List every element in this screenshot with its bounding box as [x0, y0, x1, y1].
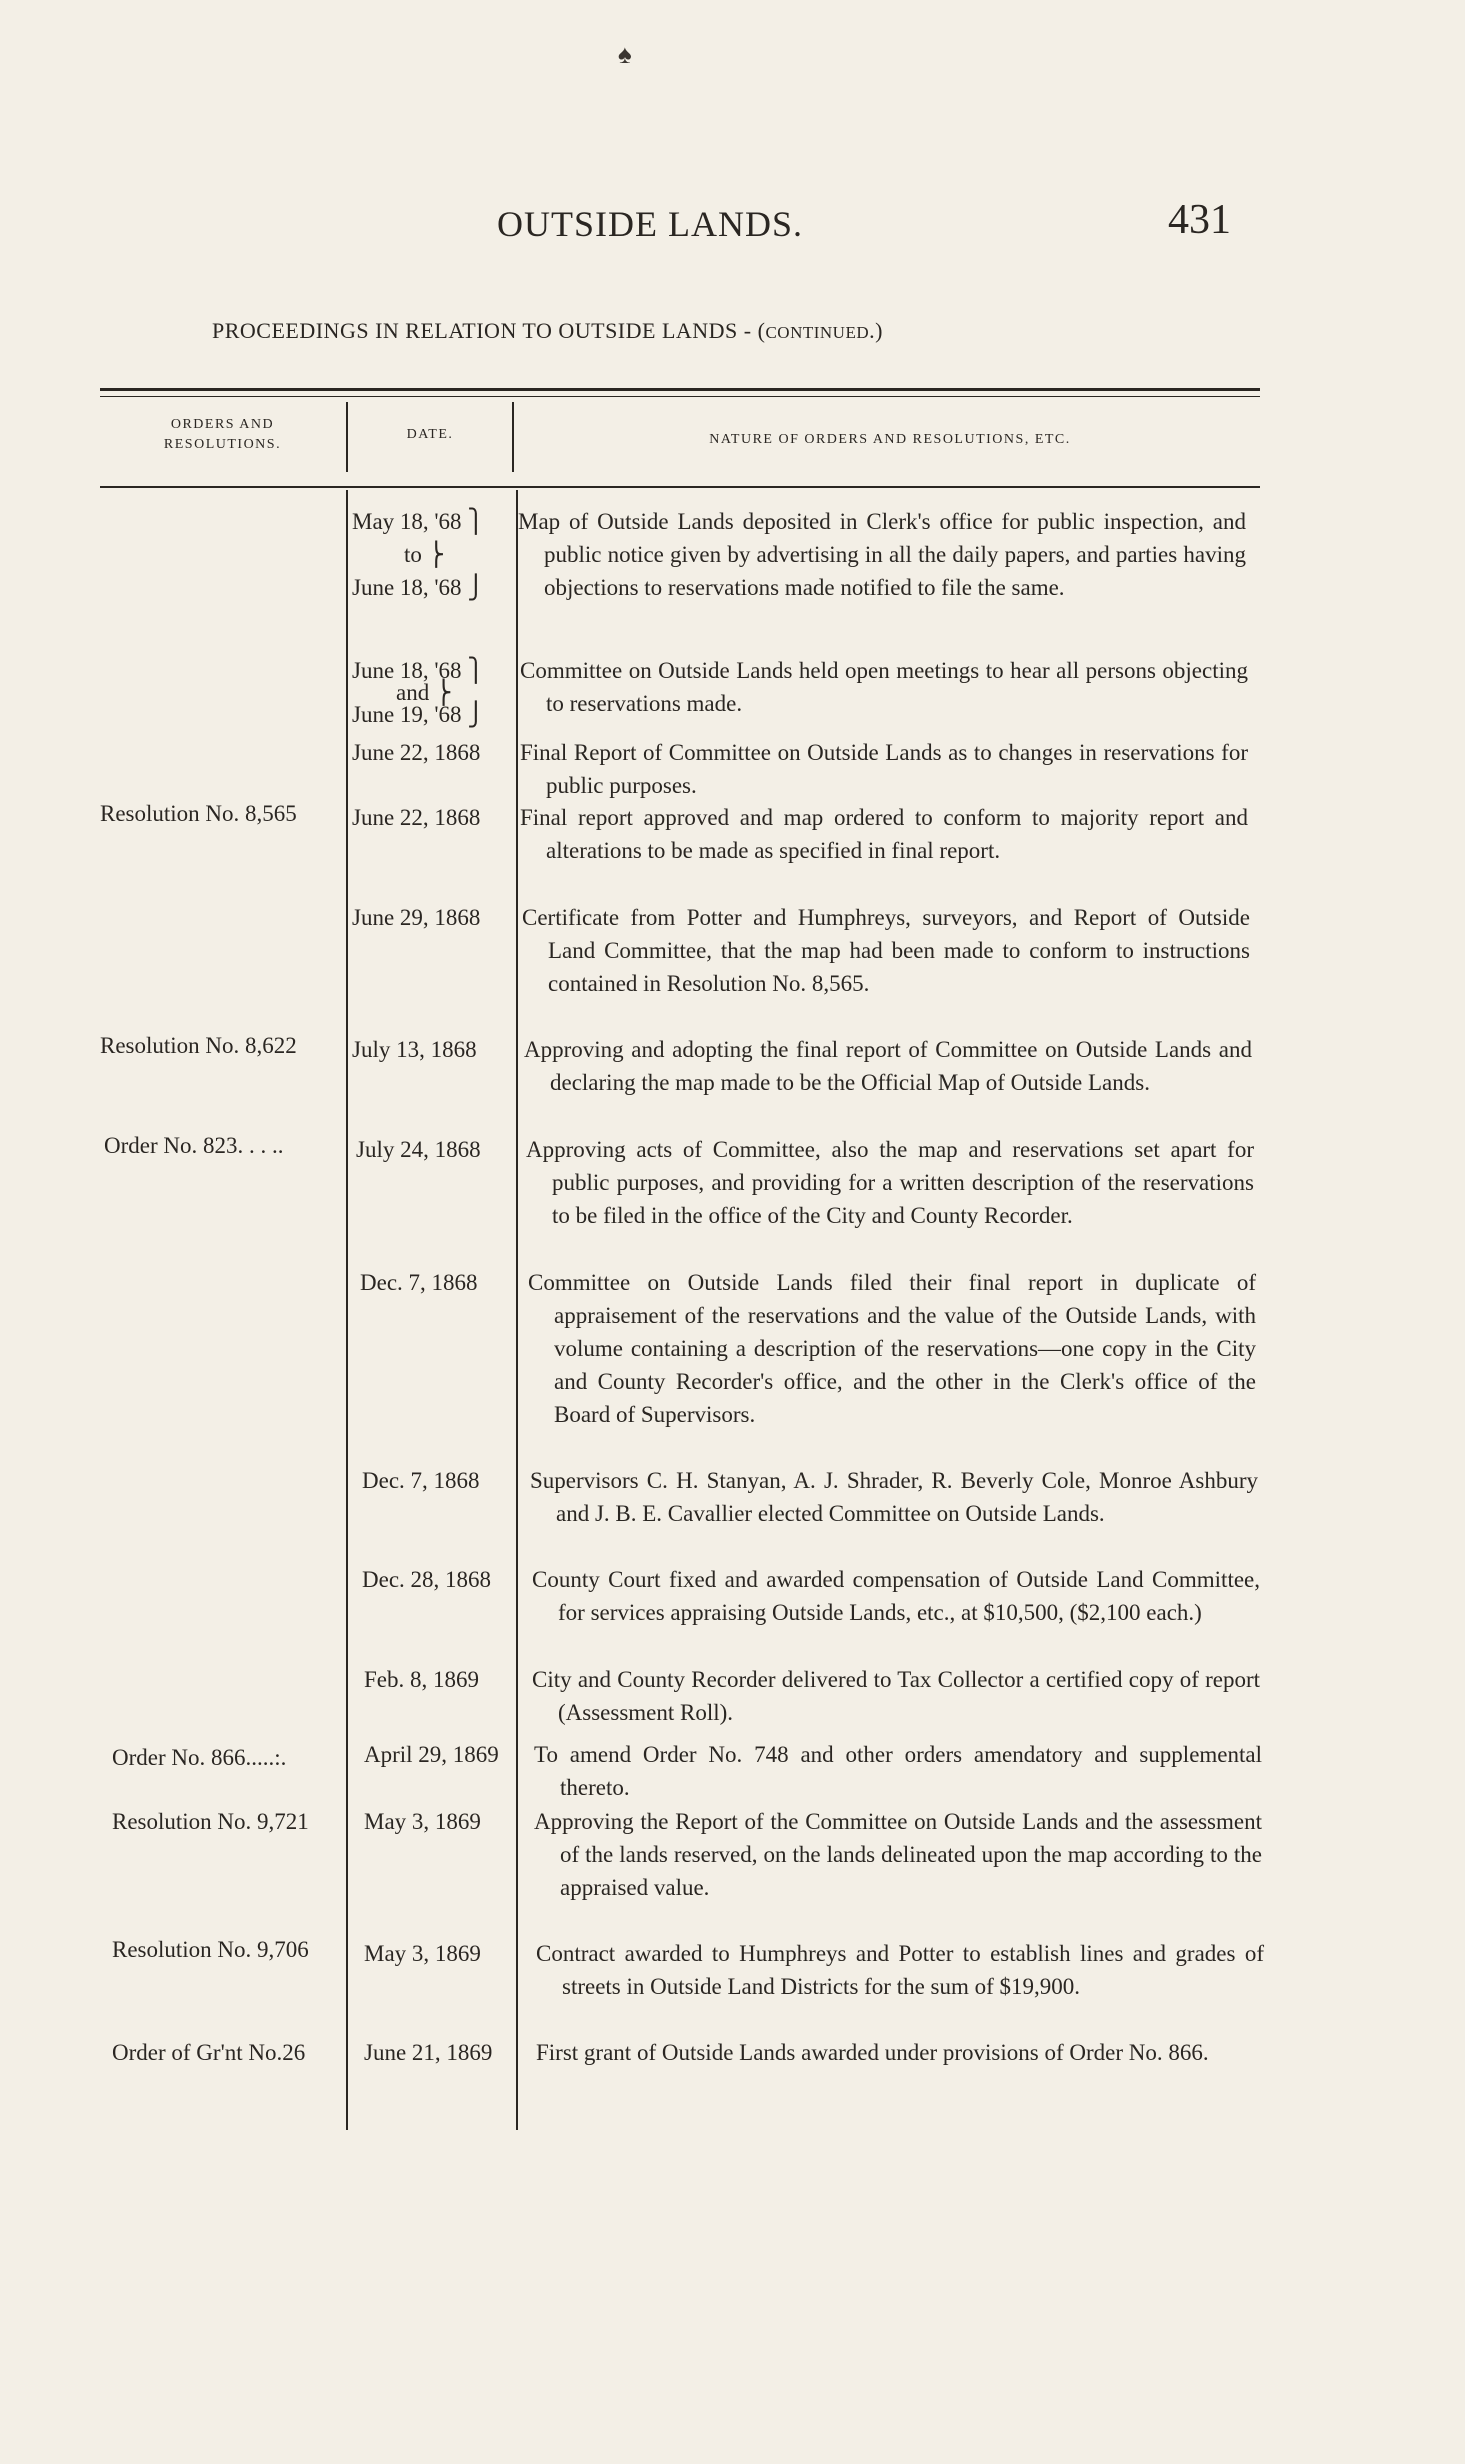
date-line: June 29, 1868 [352, 905, 481, 930]
row-order: Resolution No. 8,565 [100, 801, 297, 826]
section-title-main: PROCEEDINGS IN RELATION TO OUTSIDE LANDS - ( [212, 318, 766, 343]
section-title-continued: CONTINUED [765, 323, 870, 342]
row-date [352, 660, 485, 726]
row-date [364, 1805, 481, 1838]
printer-mark: ♠ [618, 40, 632, 69]
row-date [352, 801, 480, 834]
date-line: Dec. 7, 1868 [362, 1468, 480, 1493]
section-title [212, 318, 883, 344]
date-line: Dec. 28, 1868 [362, 1567, 492, 1592]
row-description: Final report approved and map ordered to conform to majority report and alterations to be made as specified in final report. [520, 805, 1248, 863]
date-line: June 21, 1869 [364, 2040, 493, 2065]
date-line: April 29, 1869 [364, 1742, 499, 1767]
date-line: July 24, 1868 [356, 1137, 481, 1162]
row-date [352, 1033, 477, 1066]
row-order: Order of Gr'nt No.26 [112, 2040, 306, 2065]
row-date [364, 1738, 499, 1771]
header-bottom-rule [100, 486, 1260, 488]
row-description: Committee on Outside Lands held open meetings to hear all persons objecting to reservations made. [520, 658, 1248, 716]
date-line: June 22, 1868 [352, 740, 481, 765]
header-divider-left [346, 402, 348, 472]
row-description: City and County Recorder delivered to Tax Collector a certified copy of report (Assessment Roll). [532, 1667, 1260, 1725]
column-divider-left [346, 490, 348, 2130]
row-date [364, 1663, 479, 1696]
column-header-date: DATE. [406, 427, 454, 442]
date-line: May 3, 1869 [364, 1941, 481, 1966]
row-description: Contract awarded to Humphreys and Potter to establish lines and grades of streets in Outside Land Districts for the sum of $19,900. [536, 1941, 1264, 1999]
date-line: and ⎬ [396, 680, 453, 705]
row-description: Approving the Report of the Committee on Outside Lands and the assessment of the lands reserved, on the lands delineated upon the map according to the appraised value. [534, 1809, 1262, 1900]
row-date [362, 1464, 480, 1497]
date-line: Dec. 7, 1868 [360, 1270, 478, 1295]
row-order: Order No. 823. . . .. [104, 1133, 284, 1158]
date-line: to ⎬ [404, 542, 445, 567]
row-date [362, 1563, 491, 1596]
row-date [352, 736, 480, 769]
row-description: Certificate from Potter and Humphreys, surveyors, and Report of Outside Land Committee, that the map had been made to conform to instructions contained in Resolution No. 8,565. [522, 905, 1250, 996]
top-rule-thin [100, 396, 1260, 397]
row-description: Supervisors C. H. Stanyan, A. J. Shrader, R. Beverly Cole, Monroe Ashbury and J. B. E. Cavallier elected Committee on Outside Lands. [530, 1468, 1258, 1526]
row-description: First grant of Outside Lands awarded under provisions of Order No. 866. [536, 2040, 1209, 2065]
row-date [360, 1266, 478, 1299]
date-line: July 13, 1868 [352, 1037, 477, 1062]
row-order: Resolution No. 9,706 [112, 1937, 309, 1962]
row-description: County Court fixed and awarded compensation of Outside Land Committee, for services appraising Outside Lands, etc., at $10,500, ($2,100 each.) [532, 1567, 1260, 1625]
date-line: June 18, '68 ⎭ [352, 575, 485, 600]
date-line: May 18, '68 ⎫ [352, 509, 485, 534]
column-header-nature: NATURE OF ORDERS AND RESOLUTIONS, ETC. [709, 432, 1071, 447]
row-description: Approving and adopting the final report of Committee on Outside Lands and declaring the map made to be the Official Map of Outside Lands. [524, 1037, 1252, 1095]
header-divider-right [512, 402, 514, 472]
top-rule-thick [100, 388, 1260, 391]
row-description: To amend Order No. 748 and other orders amendatory and supplemental thereto. [534, 1742, 1262, 1800]
column-header-orders-line1: ORDERS AND [170, 417, 275, 432]
running-title: OUTSIDE LANDS. [497, 204, 803, 244]
row-date [352, 901, 480, 934]
date-line: June 19, '68 ⎭ [352, 702, 485, 727]
row-date [352, 505, 485, 604]
date-line: June 22, 1868 [352, 805, 481, 830]
row-description: Approving acts of Committee, also the map and reservations set apart for public purposes, and providing for a written description of the reservations to be filed in the office of the City and County Recorder. [526, 1137, 1254, 1228]
row-date [364, 1937, 481, 1970]
date-line: Feb. 8, 1869 [364, 1667, 479, 1692]
date-line: June 18, '68 ⎫ [352, 658, 485, 683]
row-date [356, 1133, 481, 1166]
section-title-end: .) [869, 318, 883, 343]
row-order: Resolution No. 9,721 [112, 1809, 309, 1834]
page-number: 431 [1168, 197, 1231, 243]
column-header-orders-line2: RESOLUTIONS. [163, 437, 282, 452]
date-line: May 3, 1869 [364, 1809, 481, 1834]
row-description: Map of Outside Lands deposited in Clerk's office for public inspection, and public notice given by advertising in all the daily papers, and parties having objections to reservations made notified to file the same. [518, 509, 1246, 600]
row-order: Resolution No. 8,622 [100, 1033, 297, 1058]
column-divider-right [516, 490, 518, 2130]
row-date [364, 2036, 492, 2069]
column-header-orders [100, 415, 345, 455]
row-description: Committee on Outside Lands filed their final report in duplicate of appraisement of the reservations and the value of the Outside Lands, with volume containing a description of the reservations—one copy in the City and County Recorder's office, and the other in the Clerk's office of the Board of Supervisors. [528, 1270, 1256, 1427]
row-order: Order No. 866.....:. [112, 1745, 287, 1770]
row-description: Final Report of Committee on Outside Lands as to changes in reservations for public purposes. [520, 740, 1248, 798]
